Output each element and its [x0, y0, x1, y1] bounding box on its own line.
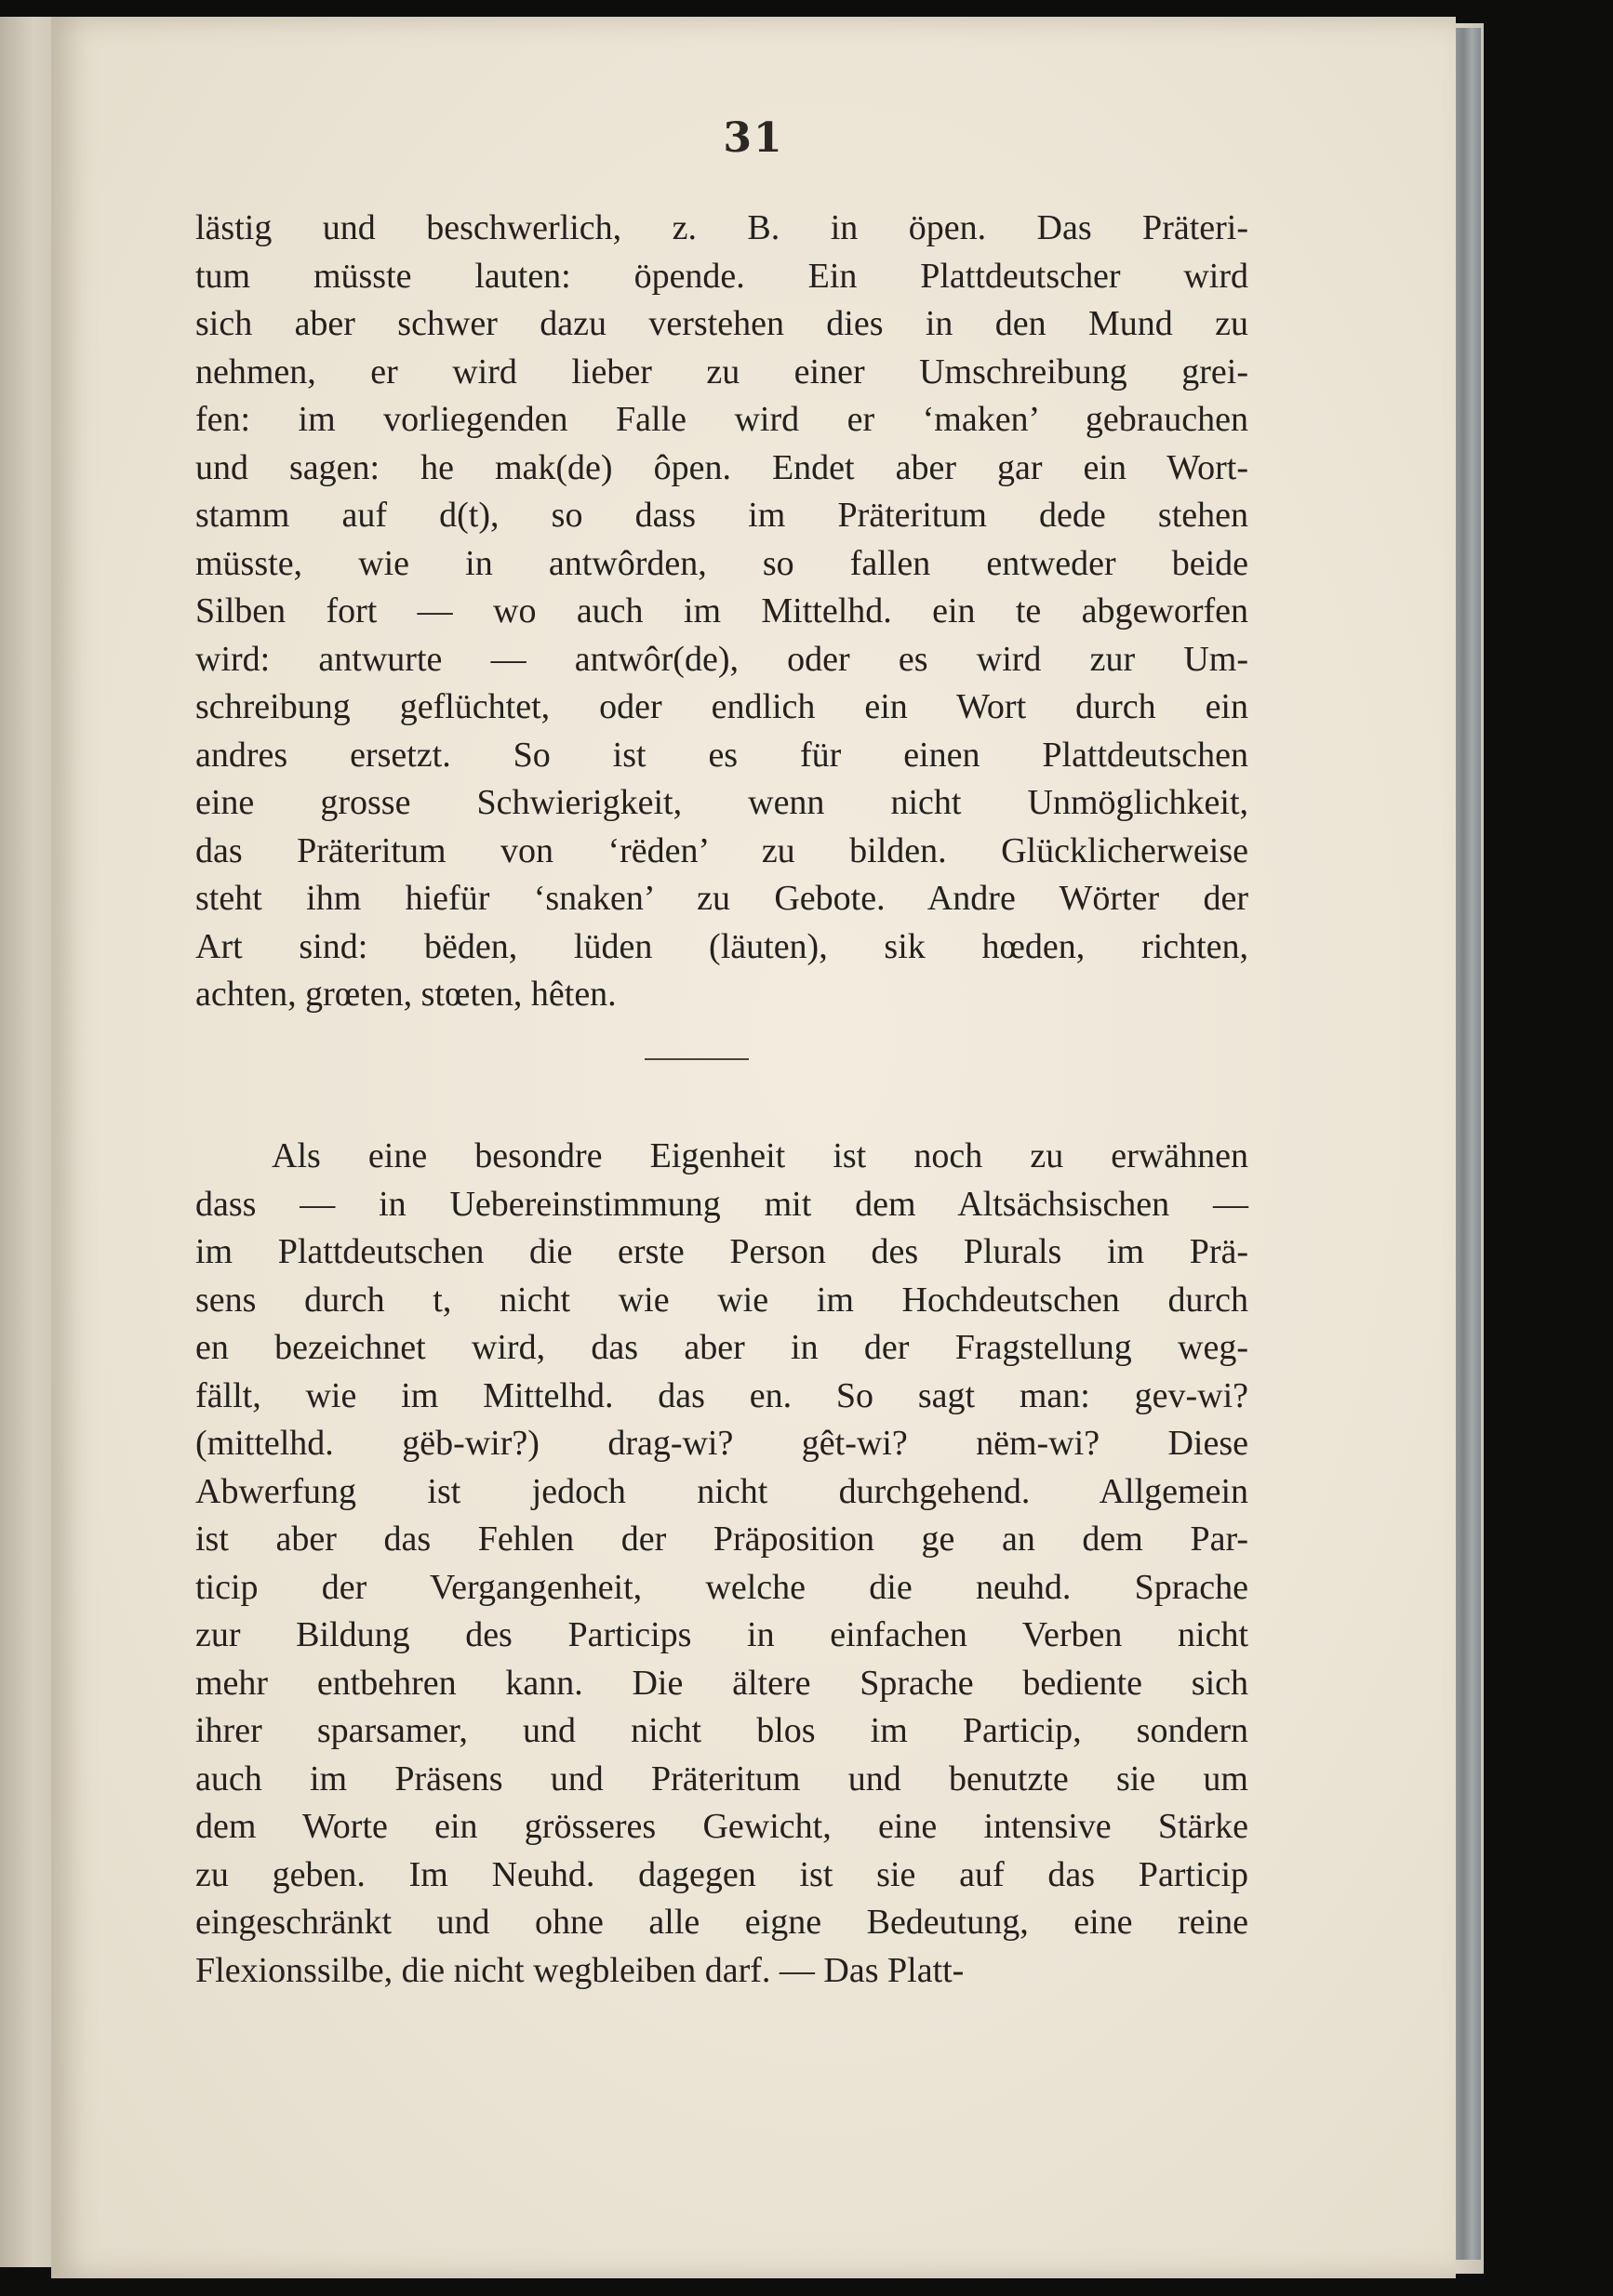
text-line: wird: antwurte — antwôr(de), oder es wird zur Um-	[195, 639, 1248, 679]
text-line: Flexionssilbe, die nicht wegbleiben darf. — Das Platt-	[195, 1950, 965, 1990]
text-line: und sagen: he mak(de) ôpen. Endet aber gar ein Wort-	[195, 447, 1248, 487]
text-line: sens durch t, nicht wie wie im Hochdeutschen durch	[195, 1280, 1248, 1320]
text-line: nehmen, er wird lieber zu einer Umschreibung grei-	[195, 352, 1248, 392]
paragraph-1	[195, 205, 1248, 1019]
text-line: Als eine besondre Eigenheit ist noch zu erwähnen	[272, 1136, 1248, 1175]
text-line: tum müsste lauten: öpende. Ein Plattdeutscher wird	[195, 256, 1248, 296]
text-line: eine grosse Schwierigkeit, wenn nicht Unmöglichkeit,	[195, 783, 1248, 822]
text-line: müsste, wie in antwôrden, so fallen entweder beide	[195, 543, 1248, 583]
text-line: im Plattdeutschen die erste Person des Plurals im Prä-	[195, 1232, 1248, 1271]
text-line: en bezeichnet wird, das aber in der Fragstellung weg-	[195, 1328, 1248, 1367]
text-line: eingeschränkt und ohne alle eigne Bedeutung, eine reine	[195, 1903, 1248, 1942]
text-line: andres ersetzt. So ist es für einen Plattdeutschen	[195, 735, 1248, 775]
text-line: fällt, wie im Mittelhd. das en. So sagt man: gev-wi?	[195, 1375, 1248, 1415]
text-line: schreibung geflüchtet, oder endlich ein Wort durch ein	[195, 687, 1248, 726]
text-line: fen: im vorliegenden Falle wird er ‘maken’ gebrauchen	[195, 400, 1248, 439]
text-line: (mittelhd. gëb-wir?) drag-wi? gêt-wi? nëm-wi? Diese	[195, 1424, 1248, 1463]
text-line: Abwerfung ist jedoch nicht durchgehend. Allgemein	[195, 1471, 1248, 1511]
text-line: sich aber schwer dazu verstehen dies in den Mund zu	[195, 304, 1248, 343]
text-line: lästig und beschwerlich, z. B. in öpen. Das Präteri-	[195, 208, 1248, 247]
text-line: auch im Präsens und Präteritum und benutzte sie um	[195, 1758, 1248, 1798]
text-line: zu geben. Im Neuhd. dagegen ist sie auf das Particip	[195, 1854, 1248, 1894]
text-line: ist aber das Fehlen der Präposition ge an dem Par-	[195, 1520, 1248, 1559]
facing-page-edge	[0, 17, 56, 2267]
text-line: dass — in Uebereinstimmung mit dem Altsächsischen —	[195, 1184, 1248, 1224]
text-line: Silben fort — wo auch im Mittelhd. ein te abgeworfen	[195, 591, 1248, 630]
text-line: dem Worte ein grösseres Gewicht, eine intensive Stärke	[195, 1807, 1248, 1846]
page-number: 31	[723, 114, 784, 162]
text-line: mehr entbehren kann. Die ältere Sprache bediente sich	[195, 1663, 1248, 1703]
book-page	[51, 17, 1456, 2278]
text-line: zur Bildung des Particips in einfachen Verben nicht	[195, 1615, 1248, 1654]
text-line: das Präteritum von ‘rëden’ zu bilden. Glücklicherweise	[195, 830, 1248, 870]
text-line: ticip der Vergangenheit, welche die neuhd. Sprache	[195, 1567, 1248, 1607]
text-line: Art sind: bëden, lüden (läuten), sik hœden, richten,	[195, 926, 1248, 966]
text-line: steht ihm hiefür ‘snaken’ zu Gebote. Andre Wörter der	[195, 879, 1248, 918]
paragraph-2	[195, 1133, 1248, 1995]
text-line: achten, grœten, stœten, hêten.	[195, 975, 617, 1014]
text-line: ihrer sparsamer, und nicht blos im Particip, sondern	[195, 1711, 1248, 1750]
text-line: stamm auf d(t), so dass im Präteritum dede stehen	[195, 496, 1248, 535]
section-divider	[645, 1058, 749, 1060]
